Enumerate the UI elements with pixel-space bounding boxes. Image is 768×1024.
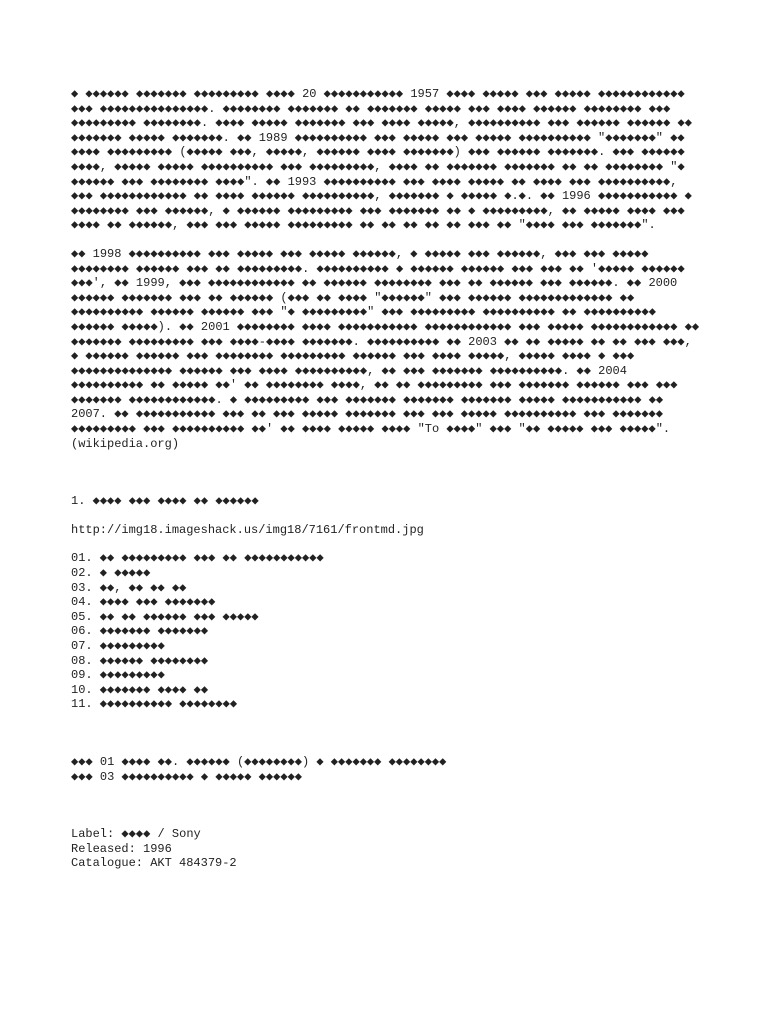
spacer bbox=[71, 784, 701, 827]
track-notes bbox=[71, 755, 701, 784]
release-label: Label: ◆◆◆◆ / Sony bbox=[71, 827, 201, 842]
track-item: 10. ◆◆◆◆◆◆◆ ◆◆◆◆ ◆◆ bbox=[71, 682, 209, 697]
bio-paragraph-1: ◆ ◆◆◆◆◆◆ ◆◆◆◆◆◆◆ ◆◆◆◆◆◆◆◆◆ ◆◆◆◆ 20 ◆◆◆◆◆◆◆◆◆◆◆ 1957 ◆◆◆◆ ◆◆◆◆◆ ◆◆◆ ◆◆◆◆◆ ◆◆◆◆◆◆◆◆◆◆◆◆ ◆◆◆ ◆◆◆◆◆◆◆◆◆◆◆◆◆◆◆. ◆◆◆◆◆◆◆◆ ◆◆◆◆◆◆◆ ◆◆ ◆◆◆◆◆◆◆ ◆◆◆◆◆ ◆◆◆ ◆◆◆◆ ◆◆◆◆◆◆ ◆◆◆◆◆◆◆◆ ◆◆◆ ◆◆◆◆◆◆◆◆◆ ◆◆◆◆◆◆◆◆. ◆◆◆◆ ◆◆◆◆◆ ◆◆◆◆◆◆◆ ◆◆◆ ◆◆◆◆ ◆◆◆◆◆, ◆◆◆◆◆◆◆◆◆◆ ◆◆◆ ◆◆◆◆◆◆ ◆◆◆◆◆◆ ◆◆ ◆◆◆◆◆◆◆ ◆◆◆◆◆ ◆◆◆◆◆◆◆. ◆◆ 1989 ◆◆◆◆◆◆◆◆◆◆ ◆◆◆ ◆◆◆◆◆ ◆◆◆ ◆◆◆◆◆ ◆◆◆◆◆◆◆◆◆◆ "◆◆◆◆◆◆◆" ◆◆ ◆◆◆◆ ◆◆◆◆◆◆◆◆◆ (◆◆◆◆◆ ◆◆◆, ◆◆◆◆◆, ◆◆◆◆◆◆ ◆◆◆◆ ◆◆◆◆◆◆◆) ◆◆◆ ◆◆◆◆◆◆ ◆◆◆◆◆◆◆. ◆◆◆ ◆◆◆◆◆◆ ◆◆◆◆, ◆◆◆◆◆ ◆◆◆◆◆ ◆◆◆◆◆◆◆◆◆◆ ◆◆◆ ◆◆◆◆◆◆◆◆◆, ◆◆◆◆ ◆◆ ◆◆◆◆◆◆◆ ◆◆◆◆◆◆◆ ◆◆ ◆◆ ◆◆◆◆◆◆◆◆ "◆ ◆◆◆◆◆◆ ◆◆◆ ◆◆◆◆◆◆◆◆ ◆◆◆◆". ◆◆ 1993 ◆◆◆◆◆◆◆◆◆◆ ◆◆◆ ◆◆◆◆ ◆◆◆◆◆ ◆◆ ◆◆◆◆ ◆◆◆ ◆◆◆◆◆◆◆◆◆◆, ◆◆◆ ◆◆◆◆◆◆◆◆◆◆◆◆ ◆◆ ◆◆◆◆ ◆◆◆◆◆◆ ◆◆◆◆◆◆◆◆◆◆, ◆◆◆◆◆◆◆ ◆ ◆◆◆◆◆ ◆.◆. ◆◆ 1996 ◆◆◆◆◆◆◆◆◆◆◆ ◆ ◆◆◆◆◆◆◆◆ ◆◆◆ ◆◆◆◆◆◆, ◆ ◆◆◆◆◆◆ ◆◆◆◆◆◆◆◆◆ ◆◆◆ ◆◆◆◆◆◆◆ ◆◆ ◆ ◆◆◆◆◆◆◆◆◆, ◆◆ ◆◆◆◆◆ ◆◆◆◆ ◆◆◆ ◆◆◆◆ ◆◆ ◆◆◆◆◆◆, ◆◆◆ ◆◆◆ ◆◆◆◆◆ ◆◆◆◆◆◆◆◆◆ ◆◆ ◆◆ ◆◆ ◆◆ ◆◆ ◆◆◆ ◆◆ "◆◆◆◆ ◆◆◆ ◆◆◆◆◆◆◆". bbox=[71, 87, 700, 233]
release-info bbox=[71, 827, 701, 871]
track-item: 03. ◆◆, ◆◆ ◆◆ ◆◆ bbox=[71, 580, 187, 595]
track-item: 06. ◆◆◆◆◆◆◆ ◆◆◆◆◆◆◆ bbox=[71, 624, 209, 639]
release-catalogue: Catalogue: AKT 484379-2 bbox=[71, 856, 237, 871]
track-item: 07. ◆◆◆◆◆◆◆◆◆ bbox=[71, 639, 165, 653]
track-item: 05. ◆◆ ◆◆ ◆◆◆◆◆◆ ◆◆◆ ◆◆◆◆◆ bbox=[71, 609, 259, 624]
release-year: Released: 1996 bbox=[71, 841, 172, 856]
track-note: ◆◆◆ 03 ◆◆◆◆◆◆◆◆◆◆ ◆ ◆◆◆◆◆ ◆◆◆◆◆◆ bbox=[71, 769, 303, 784]
document-body bbox=[71, 87, 707, 871]
tracklist bbox=[71, 551, 701, 712]
spacer bbox=[71, 537, 701, 551]
track-item: 02. ◆ ◆◆◆◆◆ bbox=[71, 566, 151, 581]
track-item: 09. ◆◆◆◆◆◆◆◆◆ bbox=[71, 668, 165, 683]
track-note: ◆◆◆ 01 ◆◆◆◆ ◆◆. ◆◆◆◆◆◆ (◆◆◆◆◆◆◆◆) ◆ ◆◆◆◆◆◆◆ ◆◆◆◆◆◆◆◆ bbox=[71, 754, 447, 769]
track-item: 04. ◆◆◆◆ ◆◆◆ ◆◆◆◆◆◆◆ bbox=[71, 595, 216, 610]
cover-image-url: http://img18.imageshack.us/img18/7161/frontmd.jpg bbox=[71, 522, 424, 537]
spacer bbox=[71, 509, 701, 523]
track-item: 08. ◆◆◆◆◆◆ ◆◆◆◆◆◆◆◆ bbox=[71, 653, 209, 668]
bio-paragraph-2: ◆◆ 1998 ◆◆◆◆◆◆◆◆◆◆ ◆◆◆ ◆◆◆◆◆ ◆◆◆ ◆◆◆◆◆ ◆◆◆◆◆◆, ◆ ◆◆◆◆◆ ◆◆◆ ◆◆◆◆◆◆, ◆◆◆ ◆◆◆ ◆◆◆◆◆ ◆◆◆◆◆◆◆◆ ◆◆◆◆◆◆ ◆◆◆ ◆◆ ◆◆◆◆◆◆◆◆◆. ◆◆◆◆◆◆◆◆◆◆ ◆ ◆◆◆◆◆◆ ◆◆◆◆◆◆ ◆◆◆ ◆◆◆ ◆◆ '◆◆◆◆◆ ◆◆◆◆◆◆ ◆◆◆', ◆◆ 1999, ◆◆◆ ◆◆◆◆◆◆◆◆◆◆◆◆ ◆◆ ◆◆◆◆◆◆ ◆◆◆◆◆◆◆◆ ◆◆◆ ◆◆ ◆◆◆◆◆◆ ◆◆◆ ◆◆◆◆◆◆. ◆◆ 2000 ◆◆◆◆◆◆ ◆◆◆◆◆◆◆ ◆◆◆ ◆◆ ◆◆◆◆◆◆ (◆◆◆ ◆◆ ◆◆◆◆ "◆◆◆◆◆◆" ◆◆◆ ◆◆◆◆◆◆ ◆◆◆◆◆◆◆◆◆◆◆◆◆ ◆◆ ◆◆◆◆◆◆◆◆◆◆ ◆◆◆◆◆◆ ◆◆◆◆◆◆ ◆◆◆ "◆ ◆◆◆◆◆◆◆◆◆" ◆◆◆ ◆◆◆◆◆◆◆◆◆ ◆◆◆◆◆◆◆◆◆◆ ◆◆ ◆◆◆◆◆◆◆◆◆◆ ◆◆◆◆◆◆ ◆◆◆◆◆). ◆◆ 2001 ◆◆◆◆◆◆◆◆ ◆◆◆◆ ◆◆◆◆◆◆◆◆◆◆◆ ◆◆◆◆◆◆◆◆◆◆◆◆ ◆◆◆ ◆◆◆◆◆ ◆◆◆◆◆◆◆◆◆◆◆◆ ◆◆ ◆◆◆◆◆◆◆ ◆◆◆◆◆◆◆◆◆ ◆◆◆ ◆◆◆◆-◆◆◆◆ ◆◆◆◆◆◆◆. ◆◆◆◆◆◆◆◆◆◆ ◆◆ 2003 ◆◆ ◆◆ ◆◆◆◆◆ ◆◆ ◆◆ ◆◆◆ ◆◆◆, ◆ ◆◆◆◆◆◆ ◆◆◆◆◆◆ ◆◆◆ ◆◆◆◆◆◆◆◆ ◆◆◆◆◆◆◆◆◆ ◆◆◆◆◆◆ ◆◆◆ ◆◆◆◆ ◆◆◆◆◆, ◆◆◆◆◆ ◆◆◆◆ ◆ ◆◆◆ ◆◆◆◆◆◆◆◆◆◆◆◆◆◆ ◆◆◆◆◆◆ ◆◆◆ ◆◆◆◆ ◆◆◆◆◆◆◆◆◆◆, ◆◆ ◆◆◆ ◆◆◆◆◆◆◆ ◆◆◆◆◆◆◆◆◆◆. ◆◆ 2004 ◆◆◆◆◆◆◆◆◆◆ ◆◆ ◆◆◆◆◆ ◆◆' ◆◆ ◆◆◆◆◆◆◆◆ ◆◆◆◆, ◆◆ ◆◆ ◆◆◆◆◆◆◆◆◆ ◆◆◆ ◆◆◆◆◆◆◆ ◆◆◆◆◆◆ ◆◆◆ ◆◆◆ ◆◆◆◆◆◆◆ ◆◆◆◆◆◆◆◆◆◆◆◆. ◆ ◆◆◆◆◆◆◆◆◆ ◆◆◆ ◆◆◆◆◆◆◆ ◆◆◆◆◆◆◆ ◆◆◆◆◆◆◆ ◆◆◆◆◆ ◆◆◆◆◆◆◆◆◆◆◆ ◆◆ 2007. ◆◆ ◆◆◆◆◆◆◆◆◆◆◆ ◆◆◆ ◆◆ ◆◆◆ ◆◆◆◆◆ ◆◆◆◆◆◆◆ ◆◆◆ ◆◆◆ ◆◆◆◆◆ ◆◆◆◆◆◆◆◆◆◆ ◆◆◆ ◆◆◆◆◆◆◆ ◆◆◆◆◆◆◆◆◆ ◆◆◆ ◆◆◆◆◆◆◆◆◆◆ ◆◆' ◆◆ ◆◆◆◆ ◆◆◆◆◆ ◆◆◆◆ "To ◆◆◆◆" ◆◆◆ "◆◆ ◆◆◆◆◆ ◆◆◆ ◆◆◆◆◆". (wikipedia.org) bbox=[71, 246, 707, 451]
album-title: 1. ◆◆◆◆ ◆◆◆ ◆◆◆◆ ◆◆ ◆◆◆◆◆◆ bbox=[71, 494, 259, 509]
spacer bbox=[71, 451, 701, 494]
spacer bbox=[71, 712, 701, 755]
track-item: 01. ◆◆ ◆◆◆◆◆◆◆◆◆ ◆◆◆ ◆◆ ◆◆◆◆◆◆◆◆◆◆◆ bbox=[71, 551, 324, 566]
track-item: 11. ◆◆◆◆◆◆◆◆◆◆ ◆◆◆◆◆◆◆◆ bbox=[71, 697, 238, 712]
